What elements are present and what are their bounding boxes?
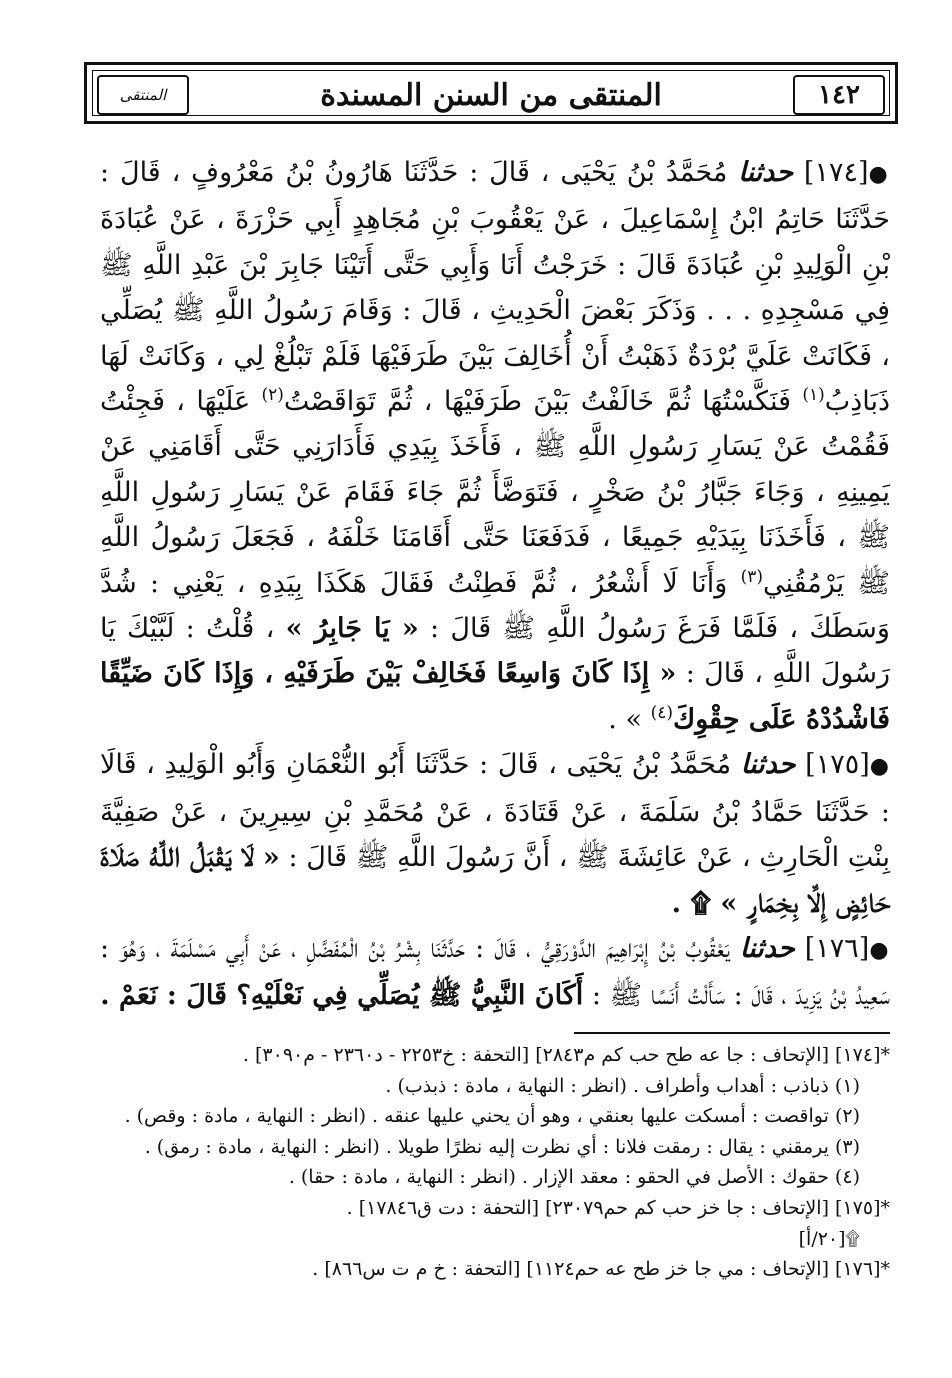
footnote-ref[interactable]: (٤) [650, 702, 673, 723]
footnote-note: (٤) حقوك : الأصل في الحقو : معقد الإزار . (انظر : النهاية ، مادة : حقا) . [288, 1166, 860, 1189]
footnote-note: (٢) تواقصت : أمسكت عليها بعنقي ، وهو أن يحني عليها عنقه . (انظر : النهاية ، مادة : وقص) . [124, 1105, 860, 1128]
hadith-text: مُحَمَّدُ بْنُ يَحْيَى ، قَالَ : حَدَّثَنَا هَارُونُ بْنُ مَعْرُوفٍ ، قَالَ : حَدَّثَنَا حَاتِمُ ابْنُ إِسْمَاعِيلَ ، عَنْ يَعْقُوبَ بْنِ مُجَاهِدٍ أَبِي حَزْرَةَ ، عَنْ عُبَادَةَ بْنِ الْوَلِيدِ بْنِ عُبَادَةَ قَالَ : خَرَجْتُ أَنَا وَأَبِي حَتَّى أَتَيْنَا جَابِرَ بْنَ عَبْدِ اللَّهِ ﷺ فِي مَسْجِدِهِ . . . وَذَكَرَ بَعْضَ الْحَدِيثِ ، قَالَ : وَقَامَ رَسُولُ اللَّهِ ﷺ يُصَلِّي ، فَكَانَتْ عَلَيَّ بُرْدَةٌ ذَهَبْتُ أَنْ أُخَالِفَ بَيْنَ طَرَفَيْهَا فَلَمْ تَبْلُغْ لِي ، وَكَانَتْ لَهَا ذَبَاذِبُ [100, 157, 890, 418]
footnote-note: (١) ذباذب : أهداب وأطراف . (انظر : النهاية ، مادة : ذبذب) . [385, 1074, 860, 1097]
hadith-number: [١٧٤] [803, 157, 869, 188]
hadith-176 [100, 926, 890, 1019]
footnote-divider [574, 1032, 890, 1034]
hadith-text: مُحَمَّدُ بْنُ يَحْيَى ، قَالَ : حَدَّثَنَا أَبُو النُّعْمَانِ وَأَبُو الْوَلِيدِ ، قَالَا : حَدَّثَنَا حَمَّادُ بْنُ سَلَمَةَ ، عَنْ قَتَادَةَ ، عَنْ مُحَمَّدِ بْنِ سِيرِينَ ، عَنْ صَفِيَّةَ بِنْتِ الْحَارِثِ ، عَنْ عَائِشَةَ ﷺ ، أَنَّ رَسُولَ اللَّهِ ﷺ قَالَ : [100, 749, 890, 874]
hadith-number: [١٧٦] [804, 932, 870, 964]
footnote-takhrij: *[١٧٤] [الإتحاف : جا عه طح حب كم م٢٨٤٣] [التحفة : خ٢٢٥٣ - د٢٣٦٠ - م٣٠٩٠] . [242, 1044, 890, 1066]
hadith-174 [100, 150, 890, 742]
footnote-ref[interactable]: (٣) [740, 566, 763, 587]
prophetic-quote: « إِذَا كَانَ وَاسِعًا فَخَالِفْ بَيْنَ طَرَفَيْهِ ، وَإِذَا كَانَ ضَيِّقًا فَاشْدُدْهُ عَلَى حِقْوِكَ [100, 658, 890, 735]
hadith-text: يَعْقُوبُ بْنُ إِبْرَاهِيمَ الدَّوْرَقِيُّ ، قَالَ : حَدَّثَنَا بِشْرُ بْنُ الْمُفَضَّلِ ، عَنْ أَبِي مَسْلَمَةَ ، وَهُوَ : سَعِيدُ بْنُ يَزِيدَ ، قَالَ : سَأَلْتُ أَنَسًا ﷺ : [100, 932, 890, 1012]
page-number: ١٤٢ [793, 75, 885, 115]
bullet-icon: ● [869, 754, 890, 780]
hadith-text: عَلَيْهَا ، فَجِئْتُ فَقُمْتُ عَنْ يَسَارِ رَسُولِ اللَّهِ ﷺ ، فَأَخَذَ بِيَدِي فَأَدَارَنِي حَتَّى أَقَامَنِي عَنْ يَمِينِهِ ، وَجَاءَ جَبَّارُ بْنُ صَخْرٍ ، فَتَوَضَّأَ ثُمَّ جَاءَ فَقَامَ عَنْ يَسَارِ رَسُولِ اللَّهِ ﷺ ، فَأَخَذَنَا بِيَدَيْهِ جَمِيعًا ، فَدَفَعَنَا حَتَّى أَقَامَنَا خَلْفَهُ ، فَجَعَلَ رَسُولُ اللَّهِ ﷺ يَرْمُقُنِي [100, 386, 891, 599]
prophetic-quote: « يَا جَابِرُ » [285, 613, 419, 645]
hadith-quote: أَكَانَ النَّبِيُّ ﷺ يُصَلِّي فِي نَعْلَيْهِ؟ قَالَ : نَعَمْ . [100, 980, 584, 1012]
publisher-logo: المنتقى [97, 75, 189, 115]
footnote-takhrij: *[١٧٥] [الإتحاف : جا خز حب كم حم٢٣٠٧٩] [التحفة : دت ق١٧٨٤٦] . [346, 1196, 890, 1219]
bullet-icon: ● [868, 162, 890, 187]
page-header [84, 62, 898, 124]
main-text [100, 150, 890, 1019]
header-frame [92, 70, 890, 116]
isnad-word: حدثنا [738, 157, 794, 188]
hadith-text: وَأَنَا لَا أَشْعُرُ ، ثُمَّ فَطِنْتُ فَقَالَ هَكَذَا بِيَدِهِ ، يَعْنِي : شُدَّ وَسَطَكَ ، فَلَمَّا فَرَغَ رَسُولُ اللَّهِ ﷺ قَالَ : [100, 567, 890, 645]
footnote-note: (٣) يرمقني : يقال : رمقت فلانا : أي نظرت إليه نظرًا طويلا . (انظر : النهاية ، مادة : رمق) . [144, 1135, 860, 1158]
footnotes [100, 1040, 890, 1285]
hadith-text: فَنَكَّسْتُهَا ثُمَّ خَالَفْتُ بَيْنَ طَرَفَيْهَا ، ثُمَّ تَوَاقَصْتُ [283, 386, 792, 418]
running-title: المنتقى من السنن المسندة [320, 77, 662, 113]
footnote-takhrij: *[١٧٦] [الإتحاف : مي جا خز طح عه حم١١٢٤] [التحفة : خ م ت س٨٦٦] . [312, 1258, 890, 1281]
footnote-ref[interactable]: (١) [802, 385, 825, 406]
prophetic-quote: « لَا يَقْبَلُ اللَّهُ صَلَاةَ حَائِضٍ إِلَّا بِخِمَارٍ » ۩ . [100, 842, 890, 919]
manuscript-page-marker: ۩[٢٠/أ] [798, 1227, 860, 1250]
isnad-word: حدثنا [740, 749, 796, 781]
bullet-icon: ● [869, 937, 890, 963]
footnote-ref[interactable]: (٢) [261, 385, 284, 406]
hadith-175 [100, 742, 890, 926]
isnad-word: حدثنا [739, 932, 795, 964]
hadith-number: [١٧٥] [805, 749, 870, 781]
hadith-text: ، قُلْتُ : لَبَّيْكَ يَا رَسُولَ اللَّهِ ، قَالَ : [100, 613, 890, 690]
quote-end: » . [608, 703, 642, 735]
